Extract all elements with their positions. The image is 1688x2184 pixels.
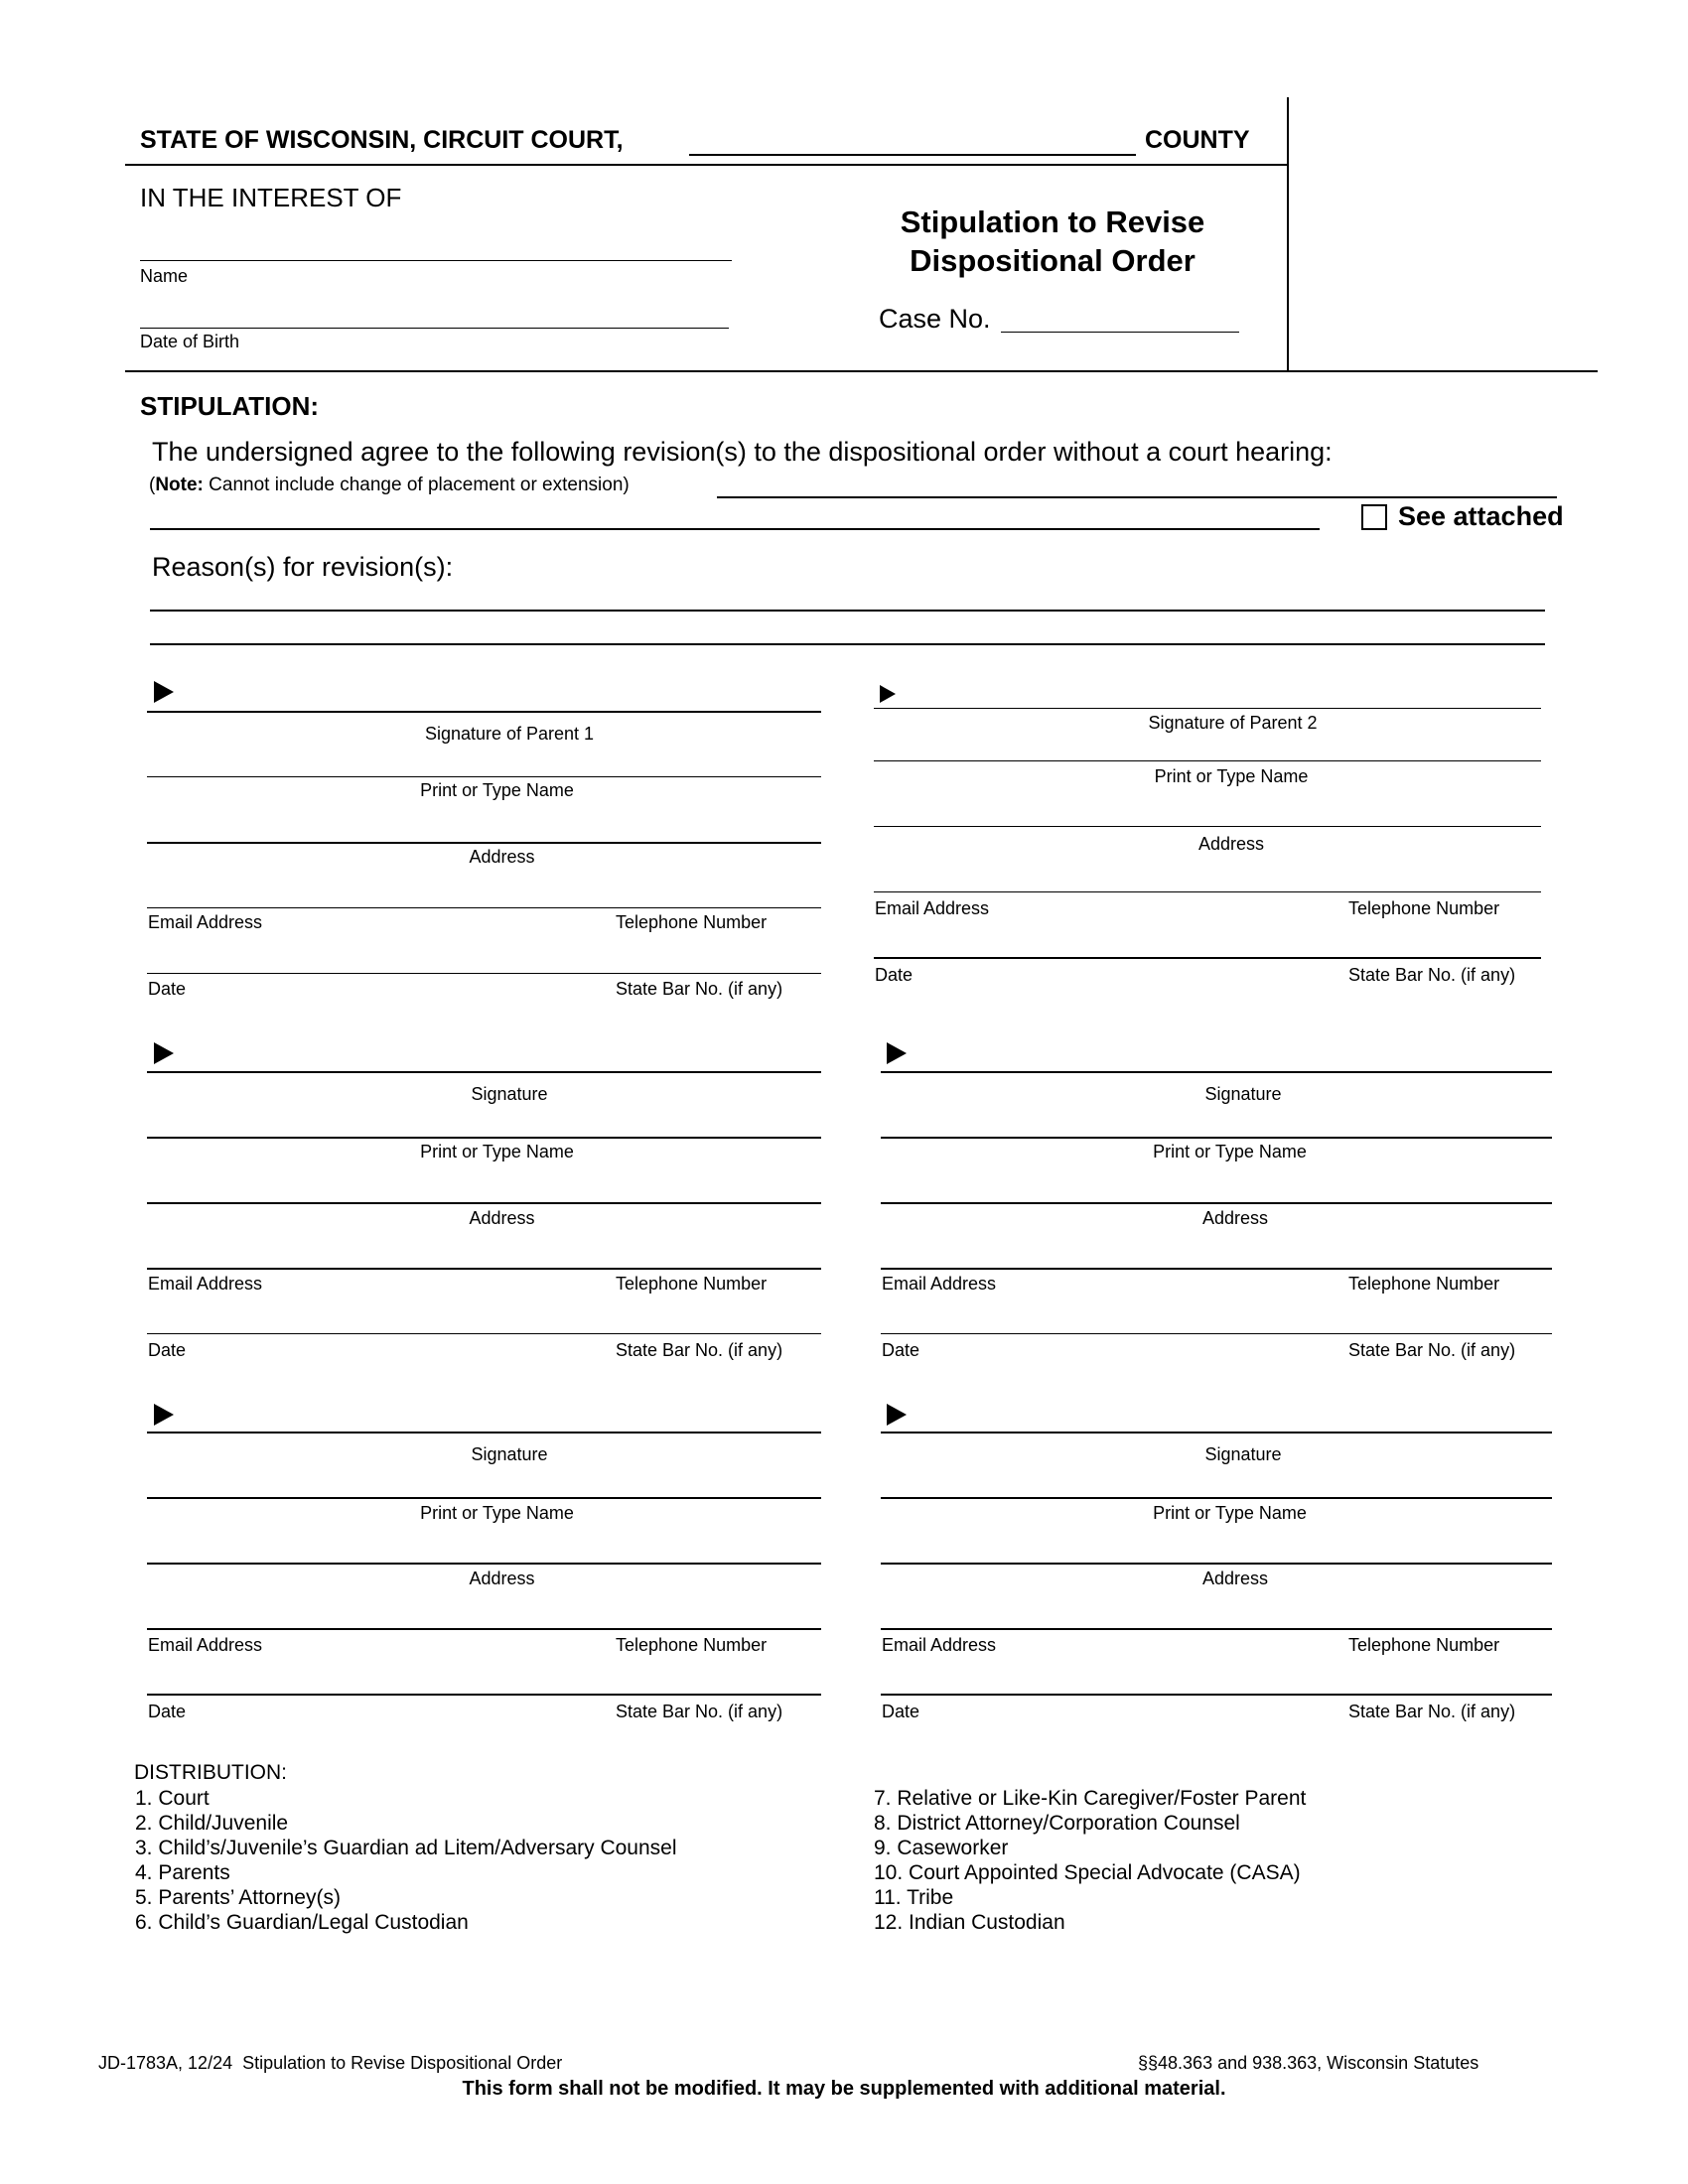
date-label: Date <box>875 965 914 985</box>
bar-no-label: State Bar No. (if any) <box>616 979 783 999</box>
address-line[interactable] <box>881 1202 1552 1204</box>
sign-here-arrow-icon <box>887 1404 907 1426</box>
list-item: 3. Child’s/Juvenile’s Guardian ad Litem/Adversary Counsel <box>135 1837 677 1859</box>
phone-label: Telephone Number <box>616 912 768 932</box>
date-bar-line[interactable] <box>881 1694 1552 1696</box>
form-title-line2: Dispositional Order <box>910 243 1196 278</box>
email-phone-line[interactable] <box>147 1268 821 1270</box>
print-name-label: Print or Type Name <box>420 1142 574 1161</box>
print-name-line[interactable] <box>147 1137 821 1139</box>
signature-label: Signature of Parent 2 <box>1148 713 1318 733</box>
list-item: 4. Parents <box>135 1861 230 1884</box>
revision-line-2[interactable] <box>150 528 1320 530</box>
date-label: Date <box>148 1702 187 1721</box>
list-item: 2. Child/Juvenile <box>135 1812 289 1835</box>
address-label: Address <box>1201 1208 1269 1228</box>
signature-label: Signature <box>1204 1444 1282 1464</box>
statutes: §§48.363 and 938.363, Wisconsin Statutes <box>1138 2053 1479 2073</box>
phone-label: Telephone Number <box>1348 898 1500 918</box>
address-label: Address <box>1201 1569 1269 1588</box>
revision-line-1[interactable] <box>717 496 1557 498</box>
signature-label: Signature <box>471 1084 548 1104</box>
address-line[interactable] <box>874 826 1541 827</box>
email-phone-line[interactable] <box>874 891 1541 892</box>
list-item: 9. Caseworker <box>874 1837 1009 1859</box>
address-line[interactable] <box>147 1202 821 1204</box>
email-label: Email Address <box>882 1274 997 1294</box>
list-item: 6. Child’s Guardian/Legal Custodian <box>135 1911 469 1934</box>
signature-label: Signature <box>1204 1084 1282 1104</box>
email-label: Email Address <box>882 1635 997 1655</box>
stipulation-agree-text: The undersigned agree to the following revision(s) to the dispositional order without a court hearing: <box>152 437 1333 467</box>
date-bar-line[interactable] <box>881 1333 1552 1334</box>
bar-no-label: State Bar No. (if any) <box>616 1702 783 1721</box>
signature-label: Signature <box>471 1444 548 1464</box>
signature-label: Signature of Parent 1 <box>424 724 595 744</box>
print-name-label: Print or Type Name <box>1153 1503 1307 1523</box>
address-line[interactable] <box>147 842 821 844</box>
case-no-line[interactable] <box>1001 332 1239 333</box>
address-line[interactable] <box>147 1563 821 1565</box>
note-bold: Note: <box>155 475 204 495</box>
list-item: 1. Court <box>135 1787 210 1810</box>
print-name-label: Print or Type Name <box>420 780 574 800</box>
date-bar-line[interactable] <box>147 973 821 974</box>
date-bar-line[interactable] <box>874 957 1541 959</box>
print-name-label: Print or Type Name <box>1153 1142 1307 1161</box>
address-label: Address <box>1197 834 1265 854</box>
header-vertical-divider <box>1287 97 1289 371</box>
reason-label: Reason(s) for revision(s): <box>152 552 454 582</box>
footer-notice: This form shall not be modified. It may be supplemented with additional material. <box>462 2078 1226 2100</box>
note-open: ( <box>149 475 156 495</box>
form-id: JD-1783A, 12/24 Stipulation to Revise Dispositional Order <box>98 2053 563 2073</box>
child-name-line[interactable] <box>140 260 732 261</box>
sign-here-arrow-icon <box>880 685 896 703</box>
form-title-line1: Stipulation to Revise <box>900 205 1205 239</box>
sign-here-arrow-icon <box>154 1404 174 1426</box>
date-of-birth-line[interactable] <box>140 328 729 329</box>
sign-here-arrow-icon <box>154 681 174 703</box>
email-phone-line[interactable] <box>147 907 821 908</box>
signature-line[interactable] <box>147 1432 821 1433</box>
signature-line[interactable] <box>881 1071 1552 1073</box>
see-attached-label: See attached <box>1398 501 1564 531</box>
sign-here-arrow-icon <box>887 1042 907 1064</box>
date-bar-line[interactable] <box>147 1694 821 1696</box>
address-line[interactable] <box>881 1563 1552 1565</box>
bar-no-label: State Bar No. (if any) <box>1348 1340 1516 1360</box>
email-label: Email Address <box>148 1274 263 1294</box>
print-name-line[interactable] <box>881 1497 1552 1499</box>
bar-no-label: State Bar No. (if any) <box>1348 965 1516 985</box>
stipulation-note <box>149 475 630 496</box>
distribution-list-left <box>135 1786 677 1935</box>
bar-no-label: State Bar No. (if any) <box>1348 1702 1516 1721</box>
list-item: 10. Court Appointed Special Advocate (CASA) <box>874 1861 1301 1884</box>
list-item: 11. Tribe <box>874 1886 954 1909</box>
header-bottom-rule <box>125 370 1598 372</box>
phone-label: Telephone Number <box>1348 1635 1500 1655</box>
date-label: Date <box>148 979 187 999</box>
phone-label: Telephone Number <box>616 1635 768 1655</box>
date-bar-line[interactable] <box>147 1333 821 1334</box>
bar-no-label: State Bar No. (if any) <box>616 1340 783 1360</box>
address-label: Address <box>469 847 535 867</box>
name-label: Name <box>140 266 189 286</box>
stipulation-heading: STIPULATION: <box>140 391 320 421</box>
form-title <box>854 203 1251 280</box>
signature-line[interactable] <box>874 708 1541 709</box>
county-field-line[interactable] <box>689 154 1136 156</box>
print-name-line[interactable] <box>147 1497 821 1499</box>
address-label: Address <box>469 1208 535 1228</box>
print-name-line[interactable] <box>881 1137 1552 1139</box>
email-label: Email Address <box>148 912 263 932</box>
address-label: Address <box>469 1569 535 1588</box>
case-no-label: Case No. <box>879 304 991 334</box>
print-name-line[interactable] <box>874 760 1541 761</box>
date-label: Date <box>882 1340 920 1360</box>
phone-label: Telephone Number <box>616 1274 768 1294</box>
list-item: 12. Indian Custodian <box>874 1911 1065 1934</box>
reason-line-2[interactable] <box>150 643 1545 645</box>
date-label: Date <box>882 1702 920 1721</box>
signature-line[interactable] <box>147 711 821 713</box>
print-name-label: Print or Type Name <box>420 1503 574 1523</box>
signature-line[interactable] <box>147 1071 821 1073</box>
dob-label: Date of Birth <box>140 332 240 351</box>
email-phone-line[interactable] <box>881 1628 1552 1630</box>
distribution-heading: DISTRIBUTION: <box>134 1761 288 1784</box>
list-item: 7. Relative or Like-Kin Caregiver/Foster Parent <box>874 1787 1307 1810</box>
list-item: 8. District Attorney/Corporation Counsel <box>874 1812 1240 1835</box>
phone-label: Telephone Number <box>1348 1274 1500 1294</box>
reason-line-1[interactable] <box>150 610 1545 612</box>
county-label: COUNTY <box>1145 126 1250 154</box>
court-prefix: STATE OF WISCONSIN, CIRCUIT COURT, <box>140 126 624 154</box>
date-label: Date <box>148 1340 187 1360</box>
interest-of-label: IN THE INTEREST OF <box>140 183 402 212</box>
list-item: 5. Parents’ Attorney(s) <box>135 1886 341 1909</box>
email-label: Email Address <box>875 898 990 918</box>
email-phone-line[interactable] <box>881 1268 1552 1270</box>
distribution-list-right <box>874 1786 1306 1935</box>
print-name-line[interactable] <box>147 776 821 777</box>
email-label: Email Address <box>148 1635 263 1655</box>
email-phone-line[interactable] <box>147 1628 821 1630</box>
see-attached-checkbox[interactable] <box>1361 504 1387 530</box>
signature-line[interactable] <box>881 1432 1552 1433</box>
header-top-rule <box>125 164 1289 166</box>
note-text: Cannot include change of placement or extension) <box>203 475 630 495</box>
sign-here-arrow-icon <box>154 1042 174 1064</box>
print-name-label: Print or Type Name <box>1154 766 1309 786</box>
